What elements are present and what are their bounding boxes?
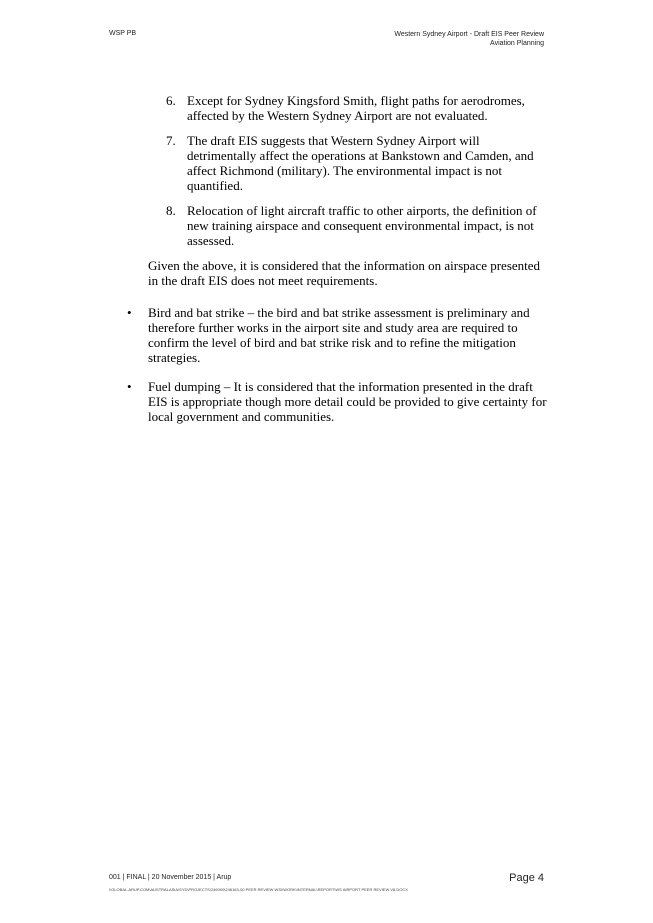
- list-item-number: 8.: [166, 203, 176, 218]
- footer-file-path: \\GLOBAL.ARUP.COM\AUSTRALASIA\SYD\PROJECTS\246000\246163-00 PEER REVIEW WSI\WORK\INTERNAL\REPORT\WS AIRPORT PEER REVIEW V8.DOCX: [109, 887, 408, 892]
- bullet-text: Fuel dumping – It is considered that the information presented in the draft EIS is appropriate though more detail could be provided to give certainty for local government and communities.: [148, 379, 547, 424]
- header-left: WSP PB: [109, 30, 137, 37]
- list-item-number: 7.: [166, 133, 176, 148]
- summary-paragraph: Given the above, it is considered that the information on airspace presented in the draft EIS does not meet requirements.: [148, 258, 541, 288]
- numbered-list: [166, 93, 550, 248]
- list-item-number: 6.: [166, 93, 176, 108]
- footer-document-info: 001 | FINAL | 20 November 2015 | Arup: [109, 874, 232, 881]
- bullet-symbol: •: [127, 379, 132, 394]
- bullet-item: [120, 305, 550, 365]
- list-item: [166, 203, 550, 248]
- list-item-text: The draft EIS suggests that Western Sydney Airport will detrimentally affect the operations at Bankstown and Camden, and affect Richmond (military). The environmental impact is not quantified.: [187, 133, 534, 193]
- page-number: Page 4: [509, 872, 544, 884]
- list-item-text: Except for Sydney Kingsford Smith, flight paths for aerodromes, affected by the Western Sydney Airport are not evaluated.: [187, 93, 525, 123]
- bullet-item: [120, 379, 550, 424]
- bullet-list: [120, 305, 550, 424]
- bullet-symbol: •: [127, 305, 132, 320]
- header-right: [394, 30, 544, 48]
- bullet-text: Bird and bat strike – the bird and bat strike assessment is preliminary and therefore further works in the airport site and study area are required to confirm the level of bird and bat strike risk and to refine the mitigation strategies.: [148, 305, 530, 365]
- list-item: [166, 93, 550, 123]
- header-document-title: Western Sydney Airport - Draft EIS Peer Review: [394, 31, 544, 38]
- header-section-title: Aviation Planning: [490, 40, 544, 47]
- list-item-text: Relocation of light aircraft traffic to other airports, the definition of new training airspace and consequent environmental impact, is not assessed.: [187, 203, 537, 248]
- list-item: [166, 133, 550, 193]
- document-body: [120, 93, 550, 438]
